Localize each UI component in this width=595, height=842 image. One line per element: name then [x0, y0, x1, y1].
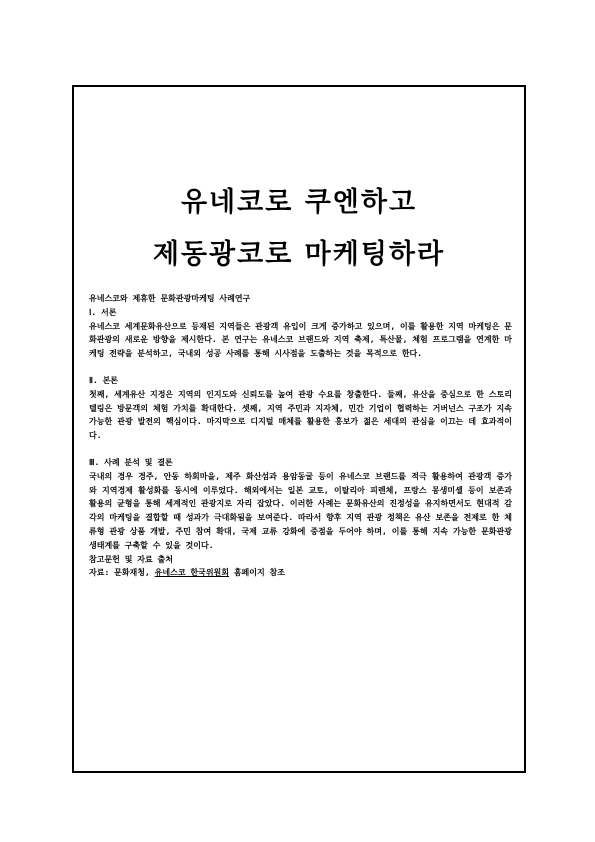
section-paragraph: 유네스코 세계문화유산으로 등재된 지역들은 관광객 유입이 크게 증가하고 있으며, 이를 활용한 지역 마케팅은 문화관광의 새로운 방향을 제시한다. 본 연구는 유네스코 브랜드와 지역 축제, 특산물, 체험 프로그램을 연계한 마케팅 전략을 분석하고, 국내외 성공 사례를 통해 시사점을 도출하는 것을 목적으로 한다. [89, 321, 512, 359]
document-title-line2: 제동광코로 마케팅하라 [152, 239, 446, 270]
section-title: Ⅰ. 서론 [89, 307, 117, 317]
source-prefix: 자료: 문화재청, [89, 568, 155, 578]
section-title: Ⅱ. 본론 [89, 375, 119, 385]
section-introduction [89, 306, 512, 361]
document-body [89, 292, 512, 580]
references-note: 참고문헌 및 자료 출처 [89, 554, 174, 564]
source-link[interactable]: 유네스코 한국위원회 [154, 568, 230, 578]
source-suffix: 홈페이지 참조 [229, 568, 286, 578]
section-conclusion [89, 456, 512, 553]
section-paragraph: 첫째, 세계유산 지정은 지역의 인지도와 신뢰도를 높여 관광 수요를 창출한다. 둘째, 유산을 중심으로 한 스토리텔링은 방문객의 체험 가치를 확대한다. 셋째, 지역 주민과 지자체, 민간 기업이 협력하는 거버넌스 구조가 지속 가능한 관광 발전의 핵심이다. 마지막으로 디지털 매체를 활용한 홍보가 젊은 세대의 관심을 이끄는 데 효과적이다. [89, 389, 512, 441]
document-frame [72, 85, 526, 773]
section-paragraph: 국내의 경우 경주, 안동 하회마을, 제주 화산섬과 용암동굴 등이 유네스코 브랜드를 적극 활용하여 관광객 증가와 지역경제 활성화를 동시에 이루었다. 해외에서는 일본 교토, 이탈리아 피렌체, 프랑스 몽생미셸 등이 보존과 활용의 균형을 통해 세계적인 관광지로 자리 잡았다. 이러한 사례는 문화유산의 진정성을 유지하면서도 현대적 감각의 마케팅을 결합할 때 성과가 극대화됨을 보여준다. 따라서 향후 지역 관광 정책은 유산 보존을 전제로 한 체류형 관광 상품 개발, 주민 참여 확대, 국제 교류 강화에 중점을 두어야 하며, 이를 통해 지속 가능한 문화관광 생태계를 구축할 수 있을 것이다. [89, 471, 512, 550]
section-main [89, 374, 512, 443]
document-heading: 유네스코와 제휴한 문화관광마케팅 사례연구 [89, 294, 251, 303]
source-line [89, 566, 512, 580]
section-title: Ⅲ. 사례 분석 및 결론 [89, 457, 173, 467]
document-title-line1: 유네코로 쿠엔하고 [180, 187, 418, 218]
